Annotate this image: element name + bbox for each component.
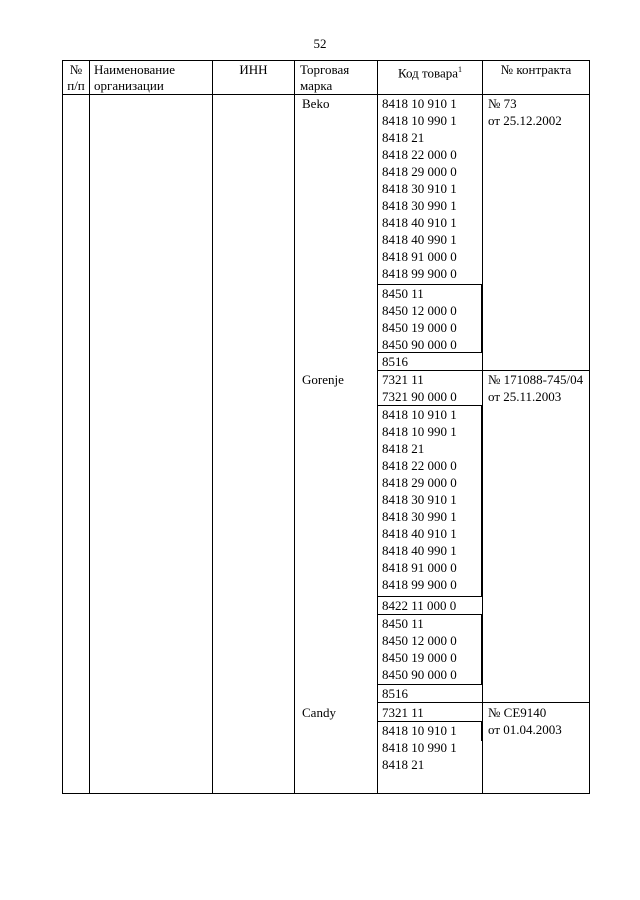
code-item: 8450 12 000 0: [382, 633, 457, 648]
contract-number: № CE9140: [488, 705, 547, 720]
code-item: 8418 99 900 0: [382, 266, 457, 281]
brand-cell: Beko: [302, 96, 330, 111]
code-group: [378, 685, 480, 702]
header-contract-label: № контракта: [500, 62, 572, 77]
header-inn: [213, 62, 294, 78]
code-item: 7321 11: [382, 372, 424, 387]
code-item: 8422 11 000 0: [382, 598, 457, 613]
code-item: 8418 91 000 0: [382, 249, 457, 264]
code-group: [378, 722, 480, 773]
code-group: [378, 704, 480, 721]
brand-cell: Gorenje: [302, 372, 344, 387]
code-item: 8450 19 000 0: [382, 320, 457, 335]
header-contract: [483, 62, 589, 78]
code-group: [378, 353, 480, 370]
col-border-code: [482, 60, 483, 794]
code-item: 8418 30 990 1: [382, 509, 457, 524]
contracts-table: [62, 60, 590, 794]
code-item: 8450 12 000 0: [382, 303, 457, 318]
header-code-footnote: 1: [458, 65, 463, 74]
header-bottom-border: [62, 94, 590, 95]
code-item: 8516: [382, 354, 408, 369]
code-item: 8418 91 000 0: [382, 560, 457, 575]
code-item: 8418 10 910 1: [382, 407, 457, 422]
code-item: 8450 90 000 0: [382, 667, 457, 682]
code-item: 8450 11: [382, 616, 424, 631]
code-item: 8418 21: [382, 130, 425, 145]
code-group: [378, 371, 480, 405]
code-item: 8418 40 990 1: [382, 543, 457, 558]
code-item: 8418 10 990 1: [382, 424, 457, 439]
code-item: 8418 29 000 0: [382, 164, 457, 179]
code-item: 8418 22 000 0: [382, 147, 457, 162]
header-inn-label: ИНН: [239, 62, 268, 77]
code-item: 8418 99 900 0: [382, 577, 457, 592]
brand-cell: Candy: [302, 705, 336, 720]
contract-number: № 73: [488, 96, 517, 111]
code-item: 8418 21: [382, 441, 425, 456]
col-border-inn: [294, 60, 295, 794]
page-number: 52: [313, 36, 327, 51]
code-group: [378, 406, 480, 593]
code-item: 8450 11: [382, 286, 424, 301]
row-separator: [377, 702, 590, 703]
table-top-border: [62, 60, 590, 61]
code-item: 8450 90 000 0: [382, 337, 457, 352]
code-item: 8418 21: [382, 757, 425, 772]
header-code: [378, 62, 482, 81]
code-item: 8418 40 990 1: [382, 232, 457, 247]
code-item: 8516: [382, 686, 408, 701]
header-num-label: № п/п: [67, 62, 85, 93]
code-item: 8418 30 910 1: [382, 492, 457, 507]
code-group: [378, 597, 480, 614]
contract-date: от 25.12.2002: [488, 113, 562, 128]
col-border-num: [89, 60, 90, 794]
col-border-right: [589, 60, 590, 794]
code-group: [378, 615, 480, 683]
code-item: 8418 10 990 1: [382, 740, 457, 755]
code-item: 8418 10 990 1: [382, 113, 457, 128]
contract-date: от 01.04.2003: [488, 722, 562, 737]
header-brand: [300, 62, 377, 94]
code-item: 7321 11: [382, 705, 424, 720]
code-item: 8418 29 000 0: [382, 475, 457, 490]
header-name-label: Наименование организации: [94, 62, 175, 93]
code-item: 8418 10 910 1: [382, 723, 457, 738]
code-item: 8418 40 910 1: [382, 215, 457, 230]
code-group: [378, 95, 480, 282]
contract-number: № 171088-745/04: [488, 372, 584, 387]
code-item: 7321 90 000 0: [382, 389, 457, 404]
col-border-left: [62, 60, 63, 794]
table-bottom-border: [62, 793, 590, 794]
code-item: 8418 40 910 1: [382, 526, 457, 541]
code-item: 8418 30 910 1: [382, 181, 457, 196]
header-brand-label: Торговая марка: [300, 62, 350, 93]
contract-date: от 25.11.2003: [488, 389, 562, 404]
col-border-name: [212, 60, 213, 794]
code-item: 8450 19 000 0: [382, 650, 457, 665]
code-group: [378, 285, 480, 353]
code-item: 8418 30 990 1: [382, 198, 457, 213]
header-code-label: Код товара: [397, 65, 459, 81]
code-item: 8418 22 000 0: [382, 458, 457, 473]
header-name: [94, 62, 212, 94]
header-num: [63, 62, 89, 94]
code-item: 8418 10 910 1: [382, 96, 457, 111]
